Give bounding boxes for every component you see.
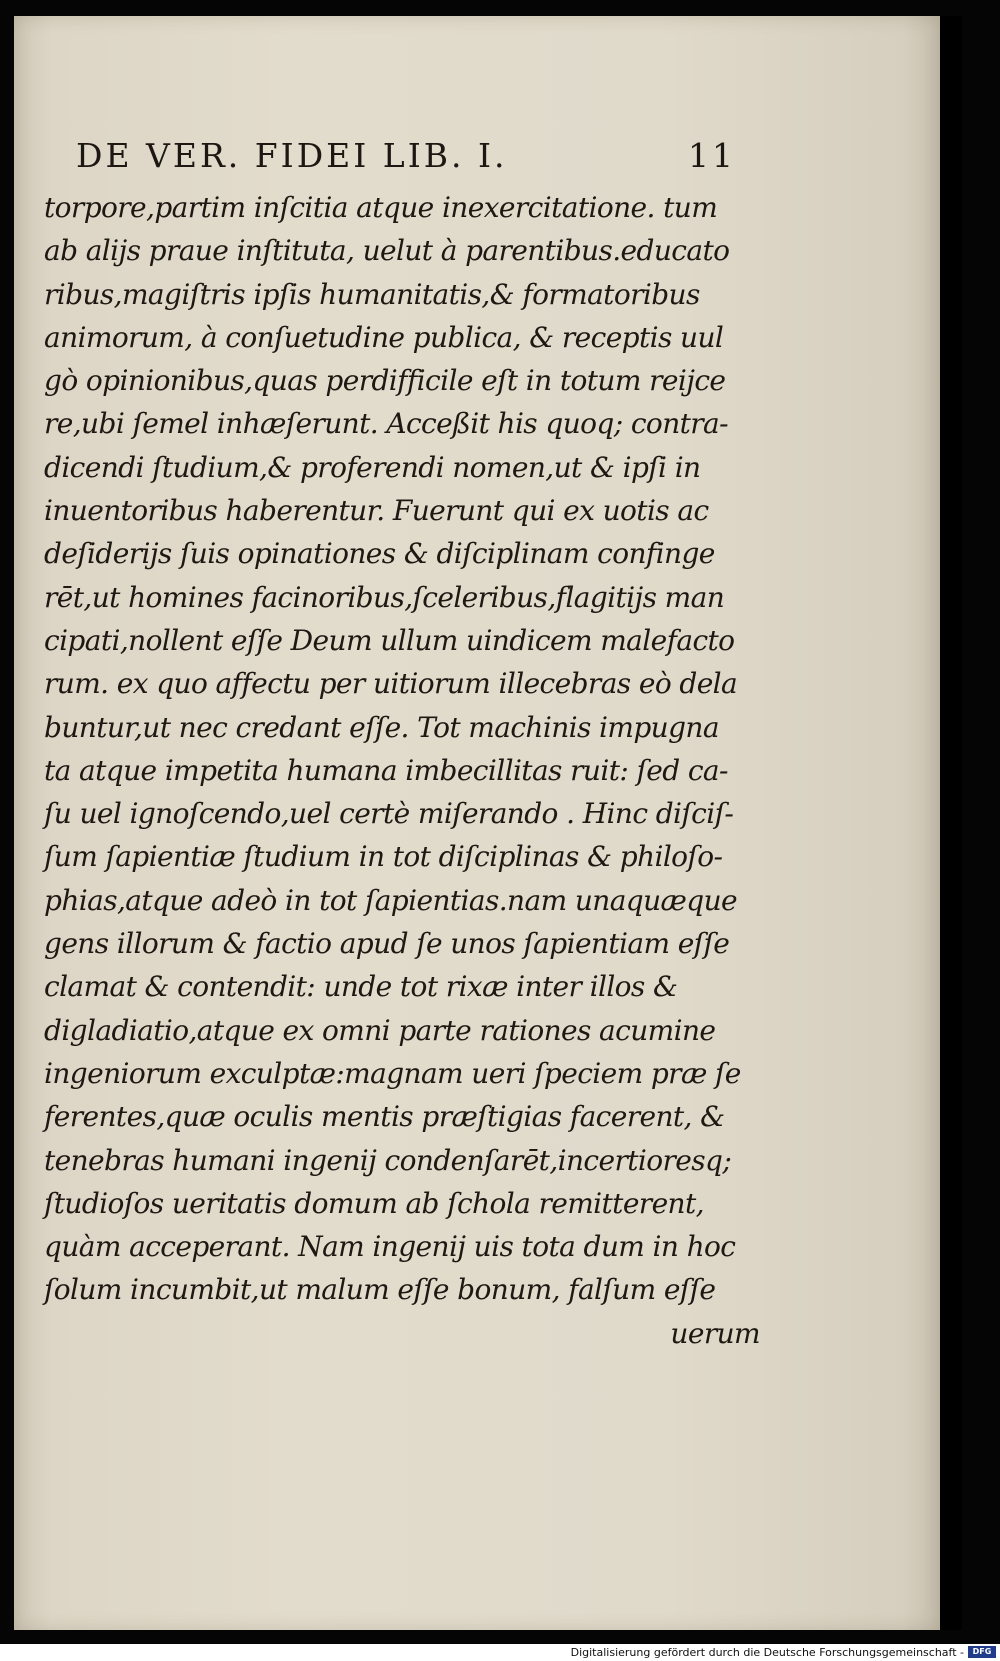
- text-line: deſiderijs ſuis opinationes & diſciplinam confinge: [44, 537, 715, 571]
- digitization-footer: [0, 1644, 1000, 1661]
- text-line: ſolum incumbit,ut malum eſſe bonum, falſum eſſe: [44, 1273, 716, 1307]
- text-line: ribus,magiſtris ipſis humanitatis,& formatoribus: [44, 277, 700, 311]
- text-line: quàm acceperant. Nam ingenij uis tota dum in hoc: [44, 1230, 736, 1264]
- page-number: 11: [688, 136, 736, 175]
- text-line: digladiatio,atque ex omni parte rationes acumine: [44, 1013, 716, 1047]
- text-line: tenebras humani ingenij condenſarēt,incertioresq;: [44, 1143, 732, 1177]
- text-line: phias,atque adeò in tot ſapientias.nam unaquæque: [44, 883, 737, 917]
- text-line: ſu uel ignoſcendo,uel certè miſerando . Hinc diſciſ-: [44, 797, 734, 831]
- running-title: DE VER. FIDEI LIB. I.: [76, 136, 508, 175]
- text-line: gens illorum & factio apud ſe unos ſapientiam eſſe: [44, 927, 730, 961]
- text-line: ingeniorum exculptæ:magnam ueri ſpeciem præ ſe: [44, 1056, 741, 1090]
- text-line: ferentes,quæ oculis mentis præſtigias facerent, &: [44, 1100, 725, 1134]
- text-line: animorum, à conſuetudine publica, & receptis uul: [44, 320, 724, 354]
- catchword: uerum: [670, 1316, 760, 1350]
- text-line: rēt,ut homines facinoribus,ſceleribus,flagitijs man: [44, 580, 725, 614]
- running-header: [76, 136, 736, 176]
- text-line: ta atque impetita humana imbecillitas ruit: ſed ca-: [44, 753, 728, 787]
- text-line: ab alijs praue inſtituta, uelut à parentibus.educato: [44, 234, 730, 268]
- funding-credit: Digitalisierung gefördert durch die Deutsche Forschungsgemeinschaft -: [570, 1646, 964, 1659]
- dfg-logo: DFG: [968, 1646, 996, 1658]
- text-line: clamat & contendit: unde tot rixæ inter illos &: [44, 970, 678, 1004]
- text-line: ſtudioſos ueritatis domum ab ſchola remitterent,: [44, 1186, 704, 1220]
- text-line: gò opinionibus,quas perdifficile eſt in totum reijce: [44, 364, 726, 398]
- text-line: rum. ex quo affectu per uitiorum illecebras eò dela: [44, 667, 738, 701]
- book-page: [14, 16, 940, 1630]
- text-line: cipati,nollent eſſe Deum ullum uindicem malefacto: [44, 623, 735, 657]
- main-text: [44, 186, 784, 1355]
- text-line: dicendi ſtudium,& proferendi nomen,ut & ipſi in: [44, 450, 701, 484]
- text-line: inuentoribus haberentur. Fuerunt qui ex uotis ac: [44, 494, 709, 528]
- text-line: ſum ſapientiæ ſtudium in tot diſciplinas & philoſo-: [44, 840, 723, 874]
- text-line: buntur,ut nec credant eſſe. Tot machinis impugna: [44, 710, 719, 744]
- text-line: torpore,partim inſcitia atque inexercitatione. tum: [44, 191, 718, 224]
- page-gutter-shadow: [940, 16, 962, 1630]
- text-line: re,ubi ſemel inhæſerunt. Acceßit his quoq; contra-: [44, 407, 729, 441]
